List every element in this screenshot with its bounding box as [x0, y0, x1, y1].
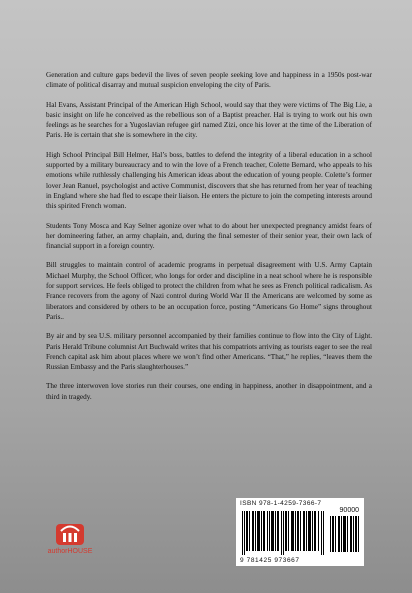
synopsis-paragraph: Students Tony Mosca and Kay Selner agonize over what to do about her unexpected pregnancy amidst fears of her domineering father, an army chaplain, and, during the final semester of their senior year, their own lack of financial support in a foreign country.: [46, 221, 372, 251]
publisher-logo: [40, 520, 100, 555]
synopsis-paragraph: By air and by sea U.S. military personnel accompanied by their families continue to flow into the City of Light. Paris Herald Tribune columnist Art Buchwald writes that his compatriots arriving as tourists eager to see the real French capital ask him about places where we won’t find other Americans. “That,” he replies, “leaves them the Russian Embassy and the Paris slaughterhouses.”: [46, 332, 372, 372]
price-code: 90000: [339, 507, 359, 514]
isbn-barcode: [236, 498, 364, 566]
publisher-name: authorHOUSE: [47, 548, 93, 555]
authorhouse-logo-icon: [55, 520, 85, 546]
price-barcode-bars: [330, 516, 360, 552]
synopsis-paragraph: The three interwoven love stories run their courses, one ending in happiness, another in disappointment, and a third in tragedy.: [46, 382, 372, 401]
ean-barcode-bars: [242, 511, 324, 555]
synopsis-paragraph: High School Principal Bill Helmer, Hal’s boss, battles to defend the integrity of a liberal education in a school supported by a military bureaucracy and to win the love of a French teacher, Colette Bernard, who appeals to his emotions while ruthlessly challenging his American ideas about the education of young people. Colette’s former lover Jean Ranuel, psychologist and active Communist, discovers that she has returned from her year of teaching in England where she had fled to escape their liaison. He enters the picture to join the competing interests around this spirited French woman.: [46, 150, 372, 211]
isbn-label: ISBN 978-1-4259-7366-7: [240, 500, 322, 507]
back-cover-synopsis: [46, 70, 372, 411]
barcode-digits: 9 781425 973667: [240, 557, 300, 564]
synopsis-paragraph: Generation and culture gaps bedevil the lives of seven people seeking love and happiness in a 1950s post-war climate of political disarray and mutual suspicion enveloping the city of Paris.: [46, 71, 372, 90]
synopsis-paragraph: Bill struggles to maintain control of academic programs in perpetual disagreement with U.S. Army Captain Michael Murphy, the School Officer, who longs for order and discipline in a neat school where he is responsible for support services. He feels obliged to protect the children from what he sees as French political radicalism. As France recovers from the agony of Nazi control during World War II the Americans are welcomed by some as liberators and considered by others to be an occupation force, posting “Americans Go Home” signs throughout Paris..: [46, 261, 372, 321]
synopsis-paragraph: Hal Evans, Assistant Principal of the American High School, would say that they were victims of The Big Lie, a basic insight on life he conceived as the rebellious son of a Baptist preacher. Hal is trying to work out his own feelings as he searches for a Yugoslavian refugee girl named Zizi, once his lover at the time of the Liberation of Paris. He is certain that she is somewhere in the city.: [46, 100, 372, 140]
